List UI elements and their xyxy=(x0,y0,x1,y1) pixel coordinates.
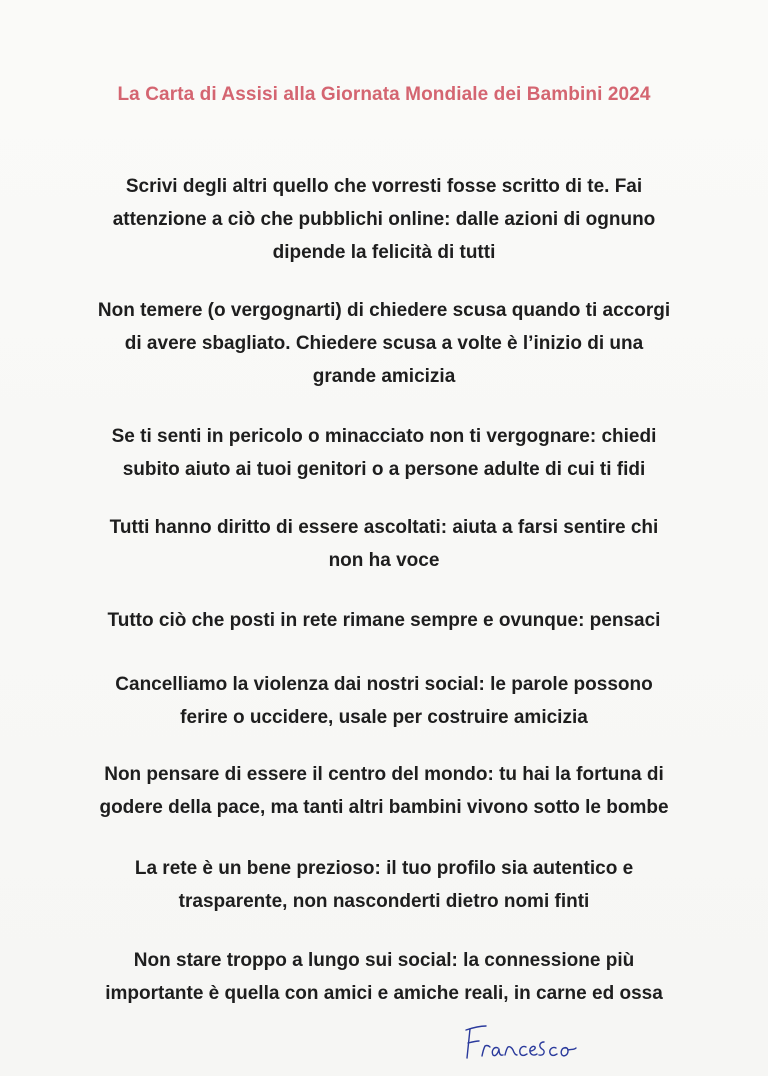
paragraph-line: Tutti hanno diritto di essere ascoltati: aiuta a farsi sentire chi xyxy=(109,517,659,538)
paragraph-line: dipende la felicità di tutti xyxy=(272,242,496,263)
paragraph-line: trasparente, non nasconderti dietro nomi finti xyxy=(178,891,590,912)
paragraph-line: Se ti senti in pericolo o minacciato non ti vergognare: chiedi xyxy=(111,426,657,447)
paragraph-3 xyxy=(40,420,728,486)
document-title: La Carta di Assisi alla Giornata Mondiale dei Bambini 2024 xyxy=(117,84,651,105)
paragraph-9 xyxy=(40,944,728,1010)
paragraph-line: non ha voce xyxy=(328,550,440,571)
paragraph-line: grande amicizia xyxy=(312,366,456,387)
paragraph-line: La rete è un bene prezioso: il tuo profilo sia autentico e xyxy=(134,858,634,879)
paragraph-1 xyxy=(40,170,728,269)
paragraph-6 xyxy=(40,668,728,734)
paragraph-line: Tutto ciò che posti in rete rimane sempre e ovunque: pensaci xyxy=(107,610,661,631)
paragraph-line: Non stare troppo a lungo sui social: la connessione più xyxy=(133,950,635,971)
paragraph-line: godere della pace, ma tanti altri bambini vivono sotto le bombe xyxy=(99,797,669,818)
signature-icon xyxy=(458,1018,598,1068)
paragraph-7 xyxy=(40,758,728,824)
paragraph-line: importante è quella con amici e amiche reali, in carne ed ossa xyxy=(105,983,663,1004)
paragraph-line: Non temere (o vergognarti) di chiedere scusa quando ti accorgi xyxy=(97,300,671,321)
paragraph-line: attenzione a ciò che pubblichi online: dalle azioni di ognuno xyxy=(112,209,656,230)
paragraph-line: subito aiuto ai tuoi genitori o a persone adulte di cui ti fidi xyxy=(122,459,646,480)
paragraph-line: di avere sbagliato. Chiedere scusa a volte è l’inizio di una xyxy=(124,333,644,354)
paragraph-8 xyxy=(40,852,728,918)
paragraph-line: Non pensare di essere il centro del mondo: tu hai la fortuna di xyxy=(104,764,664,785)
paragraph-line: ferire o uccidere, usale per costruire amicizia xyxy=(180,707,588,728)
paragraph-5 xyxy=(40,604,728,637)
paragraph-line: Cancelliamo la violenza dai nostri social: le parole possono xyxy=(115,674,653,695)
paragraph-line: Scrivi degli altri quello che vorresti fosse scritto di te. Fai xyxy=(125,176,643,197)
handwritten-signature xyxy=(458,1018,598,1068)
paragraph-2 xyxy=(40,294,728,393)
paragraph-4 xyxy=(40,511,728,577)
